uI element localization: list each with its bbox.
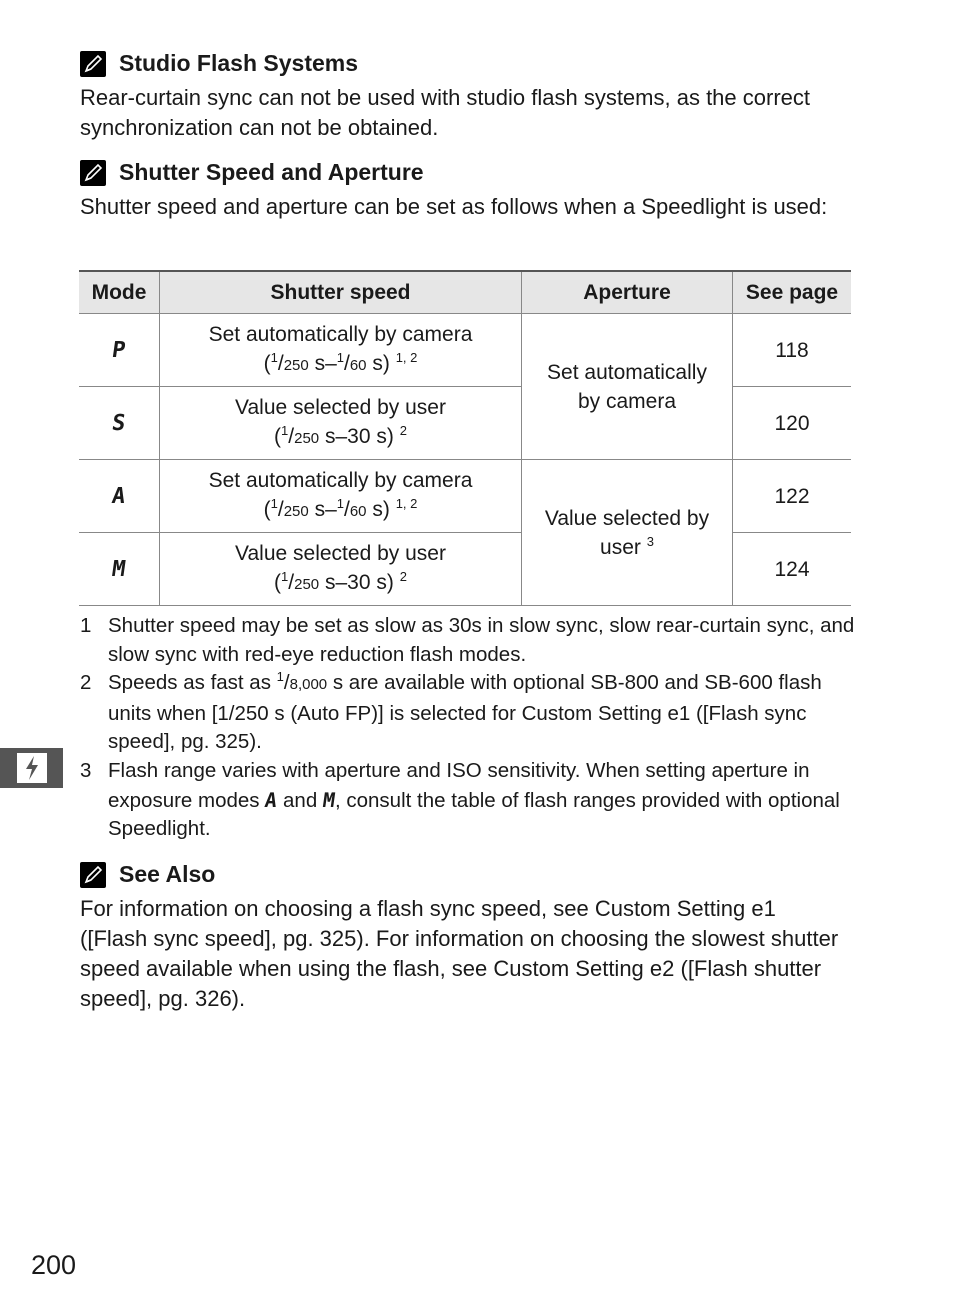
note-title: Shutter Speed and Aperture (119, 159, 424, 185)
note-body-studio-flash: Rear-curtain sync can not be used with studio flash systems, as the correct synchronization can not be obtained. (80, 85, 810, 140)
table-row (79, 460, 851, 533)
table-row (79, 533, 851, 606)
footnote-text: Flash range varies with aperture and ISO sensitivity. When setting aperture in exposure modes A and M, consult the table of flash ranges provided with optional Speedlight. (108, 758, 840, 841)
footnote (80, 612, 855, 669)
footnote-text: Speeds as fast as $^1$/8,000 s are available with optional SB-800 and SB-600 flash units when [1/250 s (Auto FP)] is selected for Custom Setting e1 ([Flash sync speed], pg. 325). (108, 669, 822, 754)
footnote (80, 669, 855, 757)
table-header-row (79, 271, 851, 314)
table-row (79, 387, 851, 460)
note-body-see-also: For information on choosing a flash sync speed, see Custom Setting e1 ([Flash sync speed], pg. 325). For information on choosing the slowest shutter speed available when using the flash, see Custom Setting e2 ([Flash shutter speed], pg. 326). (80, 896, 839, 1011)
page-cell: 118 (733, 314, 852, 387)
mode-p-glyph: P (110, 337, 128, 363)
page-number: 200 (31, 1250, 77, 1280)
footnote-number: 3 (80, 758, 92, 782)
shutter-main-text: Set automatically by camera (208, 323, 473, 346)
page-cell: 124 (733, 533, 852, 606)
header-see-page: See page (733, 271, 852, 314)
page-cell: 120 (733, 387, 852, 460)
note-body-shutter-aperture: Shutter speed and aperture can be set as follows when a Speedlight is used: (80, 194, 828, 219)
pencil-icon (80, 51, 106, 77)
shutter-cell (160, 533, 522, 606)
shutter-range: ($^1$/250 s–$^1$/60 s) $^{1, 2}$ (263, 350, 418, 375)
mode-cell (79, 533, 160, 606)
mode-cell (79, 460, 160, 533)
mode-cell (79, 314, 160, 387)
chapter-tab-flash (0, 748, 63, 788)
shutter-main-text: Set automatically by camera (208, 469, 473, 492)
note-heading-see-also (80, 861, 215, 888)
shutter-range: ($^1$/250 s–$^1$/60 s) $^{1, 2}$ (263, 496, 418, 521)
note-heading-studio-flash (80, 50, 358, 77)
mode-m-glyph: M (110, 556, 128, 582)
mode-m-glyph: M (321, 787, 337, 812)
mode-s-glyph: S (110, 410, 128, 436)
table-footnotes (80, 612, 855, 844)
header-shutter-speed: Shutter speed (160, 271, 522, 314)
header-aperture: Aperture (522, 271, 733, 314)
shutter-range: ($^1$/250 s–30 s) $^2$ (274, 423, 407, 448)
page-cell: 122 (733, 460, 852, 533)
footnote-number: 2 (80, 671, 92, 695)
mode-a-glyph: A (110, 483, 128, 509)
pencil-icon (80, 160, 106, 186)
header-mode: Mode (79, 271, 160, 314)
shutter-range: ($^1$/250 s–30 s) $^2$ (274, 569, 407, 594)
shutter-aperture-table (79, 270, 851, 606)
mode-cell (79, 387, 160, 460)
shutter-main-text: Value selected by user (235, 542, 446, 565)
aperture-cell-user: Value selected by user $^3$ (522, 460, 733, 606)
footnote (80, 757, 855, 844)
aperture-cell-auto: Set automatically by camera (522, 314, 733, 460)
note-heading-shutter-aperture (80, 159, 424, 186)
shutter-main-text: Value selected by user (235, 396, 446, 419)
note-title: See Also (119, 861, 216, 887)
footnote-number: 1 (80, 614, 92, 637)
table-row (79, 314, 851, 387)
footnote-text: Shutter speed may be set as slow as 30s in slow sync, slow rear-curtain sync, and slow sync with red-eye reduction flash modes. (108, 614, 855, 666)
shutter-cell (160, 314, 522, 387)
mode-a-glyph: A (263, 787, 280, 812)
pencil-icon (80, 862, 106, 888)
shutter-cell (160, 387, 522, 460)
flash-icon (22, 755, 42, 781)
note-title: Studio Flash Systems (119, 50, 359, 76)
shutter-cell (160, 460, 522, 533)
